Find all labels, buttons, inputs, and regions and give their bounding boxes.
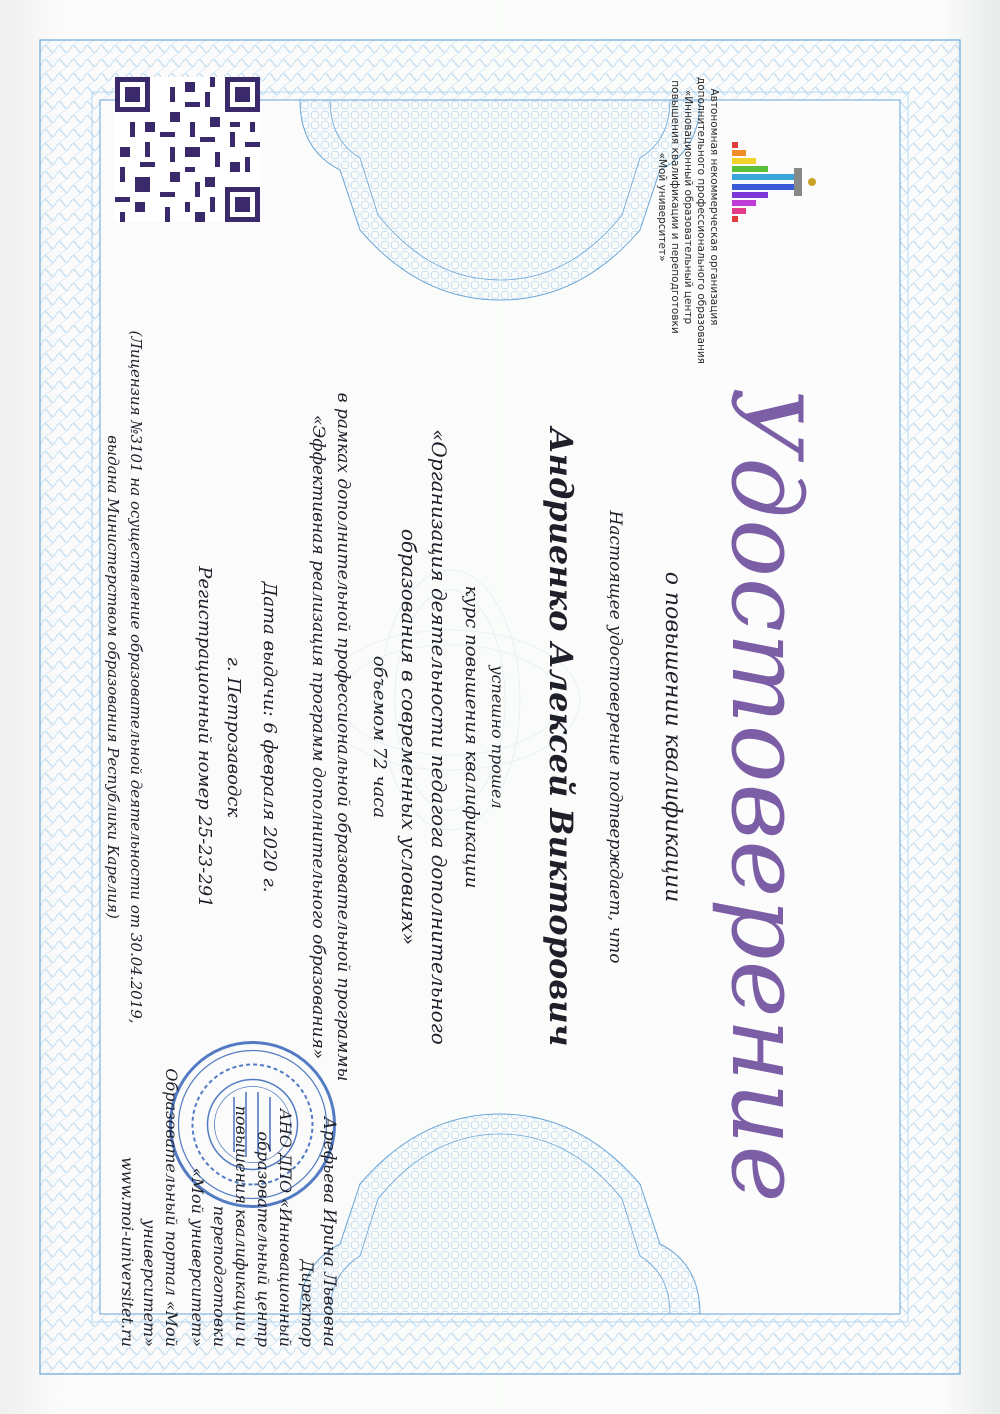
org-line: дополнительного профессионального образования	[695, 77, 707, 365]
confirm-text: Настоящее удостоверение подтверждает, что	[605, 510, 625, 964]
certificate-content	[60, 57, 940, 1357]
org-line: «Инновационный образовательный центр	[682, 89, 694, 325]
org-line: Автономная некоммерческая организация	[708, 88, 720, 326]
recipient-name: Андриенко Алексей Викторович	[542, 427, 580, 1047]
issue-date: Дата выдачи: 6 февраля 2020 г.	[259, 581, 280, 893]
portal-url: www.moi-universitet.ru	[118, 1156, 137, 1347]
signature-org-line: «Мой университет»	[188, 1167, 207, 1347]
signature-org-line: повышения квалификации и переподготовки	[210, 1105, 251, 1347]
passed-text: успешно прошел	[488, 665, 507, 809]
certificate-title: Удостоверение	[710, 387, 822, 1204]
course-type: курс повышения квалификации	[461, 585, 482, 889]
license-line: (Лицензия №3101 на осуществление образовательной деятельности от 30.04.2019,	[127, 330, 145, 1024]
portal-line: Образовательный портал «Мой университет»	[140, 1068, 181, 1347]
program-line: «Эффективная реализация программ дополнительного образования»	[308, 414, 328, 1060]
rainbow-tower-logo-icon	[727, 127, 822, 237]
signature-block	[116, 1017, 340, 1347]
certificate-subtitle: о повышении квалификации	[660, 571, 685, 903]
course-hours: объемом 72 часа	[369, 655, 390, 819]
course-name-line: образования в современных условиях»	[397, 528, 421, 946]
course-name	[394, 297, 454, 1177]
qr-code-icon	[115, 77, 260, 222]
director-position: Директор	[298, 1259, 317, 1347]
org-line: повышения квалификации и переподготовки	[669, 80, 681, 334]
program-line: в рамках дополнительной профессиональной образовательной программы	[333, 392, 353, 1082]
signature-org-line: АНО ДПО «Инновационный образовательный центр	[254, 1108, 295, 1347]
org-line: «Мой университет»	[656, 152, 668, 262]
license-line: выдана Министерством образования Республики Карелия)	[104, 435, 122, 919]
director-name: Арефьева Ирина Львовна	[319, 1116, 339, 1347]
course-name-line: «Организация деятельности педагога дополнительного	[427, 429, 451, 1045]
issue-city: г. Петрозаводск	[223, 656, 244, 818]
registration-number: Регистрационный номер 25-23-291	[194, 566, 215, 908]
